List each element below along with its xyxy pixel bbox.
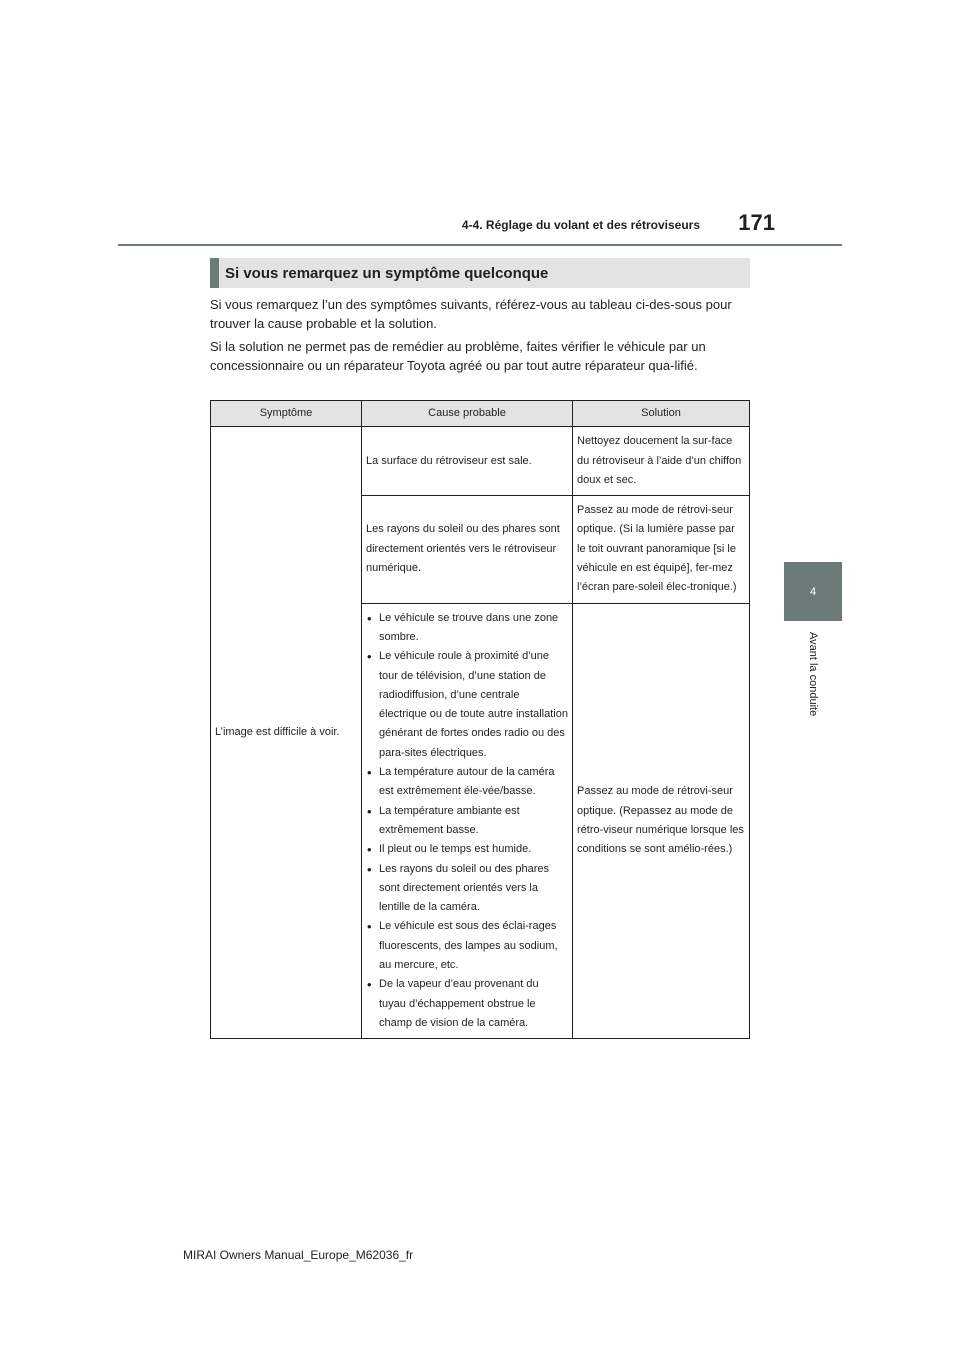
intro-paragraph: Si vous remarquez l’un des symptômes suivants, référez-vous au tableau ci-des-sous pour trouver la cause probable et la solution. — [210, 297, 732, 331]
section-title: 4-4. Réglage du volant et des rétroviseurs — [461, 218, 700, 232]
page-number: 171 — [738, 210, 775, 235]
chapter-tab: 4 — [784, 562, 842, 621]
list-item: • La température ambiante est extrêmement basse. — [366, 802, 568, 841]
symptom-table — [210, 400, 750, 1039]
cause-list — [366, 609, 568, 1034]
list-item: • Le véhicule se trouve dans une zone sombre. — [366, 609, 568, 648]
cause-cell: La surface du rétroviseur est sale. — [362, 427, 573, 496]
table-header-row — [211, 401, 750, 427]
list-item: • Les rayons du soleil ou des phares sont directement orientés vers la lentille de la caméra. — [366, 860, 568, 918]
list-item: • Le véhicule est sous des éclai-rages fluorescents, des lampes au sodium, au mercure, etc. — [366, 917, 568, 975]
cause-cell: Les rayons du soleil ou des phares sont directement orientés vers le rétroviseur numérique. — [362, 496, 573, 603]
footer-text: MIRAI Owners Manual_Europe_M62036_fr — [183, 1248, 414, 1262]
table-row — [211, 427, 750, 496]
chapter-side-label: Avant la conduite — [807, 632, 819, 717]
section-heading — [210, 258, 750, 288]
section-heading-text: Si vous remarquez un symptôme quelconque — [225, 264, 549, 282]
intro-paragraph: Si la solution ne permet pas de remédier au problème, faites vérifier le véhicule par un concessionnaire ou un réparateur Toyota agréé ou par tout autre réparateur qua-lifié. — [210, 339, 706, 373]
list-item: • Il pleut ou le temps est humide. — [366, 840, 568, 859]
column-header-cause: Cause probable — [362, 401, 573, 427]
header-divider — [118, 244, 842, 246]
solution-cell: Nettoyez doucement la sur-face du rétroviseur à l’aide d’un chiffon doux et sec. — [573, 427, 750, 496]
intro-text — [210, 296, 750, 380]
column-header-symptom: Symptôme — [211, 401, 362, 427]
list-item: • Le véhicule roule à proximité d’une tour de télévision, d’une station de radiodiffusion, d’une centrale électrique ou de toute autre installation générant de fortes ondes radio ou des para-sites électriques. — [366, 647, 568, 763]
cause-cell — [362, 603, 573, 1039]
list-item: • De la vapeur d’eau provenant du tuyau d’échappement obstrue le champ de vision de la caméra. — [366, 975, 568, 1033]
symptom-cell: L’image est difficile à voir. — [211, 427, 362, 1039]
column-header-solution: Solution — [573, 401, 750, 427]
solution-cell: Passez au mode de rétrovi-seur optique. (Repassez au mode de rétro-viseur numérique lorsque les conditions se sont amélio-rées.) — [573, 603, 750, 1039]
list-item: • La température autour de la caméra est extrêmement éle-vée/basse. — [366, 763, 568, 802]
solution-cell: Passez au mode de rétrovi-seur optique. (Si la lumière passe par le toit ouvrant panoramique [si le véhicule en est équipé], fer-mez l’écran pare-soleil élec-tronique.) — [573, 496, 750, 603]
